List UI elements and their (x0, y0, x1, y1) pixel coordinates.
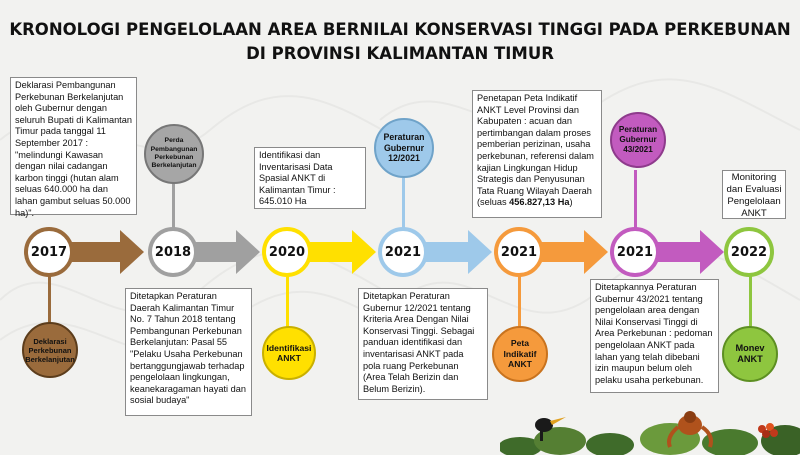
arrow-2021-2021a (420, 230, 492, 274)
stem-2020 (286, 276, 289, 328)
arrow-2017-2018 (72, 230, 144, 274)
circle-monev: Monev ANKT (722, 326, 778, 382)
circle-perda: Perda Pembangunan Perkebunan Berkelanjutan (144, 124, 204, 184)
stem-2017 (48, 274, 51, 324)
arrow-2021-2021b (536, 230, 608, 274)
stem-2018 (172, 182, 175, 228)
circle-pergub-12: Peraturan Gubernur 12/2021 (374, 118, 434, 178)
circle-identifikasi: Identifikasi ANKT (262, 326, 316, 380)
wildlife-illustration (500, 403, 800, 455)
year-circle-2021-b: 2021 (494, 227, 544, 277)
year-circle-2017: 2017 (24, 227, 74, 277)
textbox-2018: Ditetapkan Peraturan Daerah Kalimantan Timur No. 7 Tahun 2018 tentang Pembangunan Perkebunan Berkelanjutan: Pasal 55 "Pelaku Usaha Perkebunan bertanggungjawab terhadap pengelolaan lingkungan, keanekaragaman hayati dan sosial budaya" (125, 288, 252, 416)
circle-pergub-43: Peraturan Gubernur 43/2021 (610, 112, 666, 168)
stem-2021a (402, 178, 405, 228)
arrow-2020-2021 (304, 230, 376, 274)
circle-peta-indikatif: Peta Indikatif ANKT (492, 326, 548, 382)
year-circle-2018: 2018 (148, 227, 198, 277)
textbox-2022: Monitoring dan Evaluasi Pengelolaan ANKT (722, 170, 786, 219)
arrow-2018-2020 (188, 230, 260, 274)
stem-2022 (749, 276, 752, 328)
textbox-2017: Deklarasi Pembangunan Perkebunan Berkelanjutan oleh Gubernur dengan seluruh Bupati di Kalimantan Timur pada tanggal 11 September 2017 : "melindungi Kawasan dengan nilai cadangan karbon tinggi (hutan alam seluas 640.000 ha dan lahan gambut seluas 50.000 ha)". (10, 77, 137, 215)
circle-deklarasi: Deklarasi Perkebunan Berkelanjutan (22, 322, 78, 378)
textbox-2020: Identifikasi dan Inventarisasi Data Spasial ANKT di Kalimantan Timur : 645.010 Ha (254, 147, 366, 209)
area-value: 456.827,13 Ha (509, 197, 570, 208)
stem-2021c (634, 170, 637, 228)
year-circle-2022: 2022 (724, 227, 774, 277)
title-line-1: KRONOLOGI PENGELOLAAN AREA BERNILAI KONSERVASI TINGGI PADA PERKEBUNAN (9, 20, 791, 39)
year-circle-2021-c: 2021 (610, 227, 660, 277)
year-circle-2021-a: 2021 (378, 227, 428, 277)
textbox-2021-a: Ditetapkan Peraturan Gubernur 12/2021 tentang Kriteria Area Dengan Nilai Konservasi Tinggi. Sebagai panduan identifikasi dan inventarisasi ANKT pada pola ruang Perkebunan (Area Telah Berizin dan Belum Berizin). (358, 288, 488, 400)
textbox-2021-c: Ditetapkannya Peraturan Gubernur 43/2021 tentang pengelolaan area dengan Nilai Konservasi Tinggi di Area Perkebunan : pedoman pengelolaan ANKT pada lahan yang telah dibebani izin maupun belum oleh pelaku usaha perkebunan. (590, 279, 719, 393)
title-line-2: DI PROVINSI KALIMANTAN TIMUR (246, 44, 554, 63)
year-circle-2020: 2020 (262, 227, 312, 277)
textbox-2021-b: Penetapan Peta Indikatif ANKT Level Provinsi dan Kabupaten : acuan dan pertimbangan dalam proses pemberian perizinan, usaha perkebunan, referensi dalam kajian Lingkungan Hidup Strategis dan Penyusunan Tata Ruang Wilayah Daerah (seluas 456.827,13 Ha) (472, 90, 602, 218)
arrow-2021-2022 (652, 230, 724, 274)
stem-2021b (518, 276, 521, 328)
